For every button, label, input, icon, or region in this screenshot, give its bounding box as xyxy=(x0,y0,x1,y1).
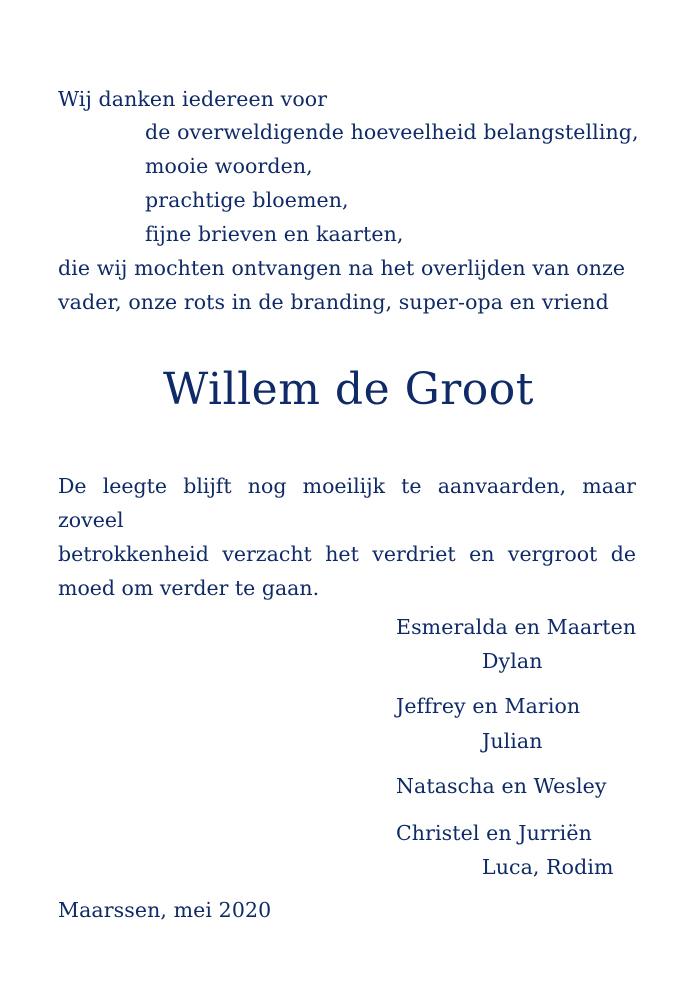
thanks-item: de overweldigende hoeveelheid belangstelling, xyxy=(145,120,639,144)
message-line: De leegte blijft nog moeilijk te aanvaarden, maar zoveel xyxy=(58,474,636,532)
place-date: Maarssen, mei 2020 xyxy=(58,898,272,922)
family-names: Jeffrey en Marion xyxy=(396,694,581,718)
intro-line: die wij mochten ontvangen na het overlijden van onze xyxy=(58,256,626,280)
family-names: Esmeralda en Maarten xyxy=(396,615,637,639)
thanks-item: prachtige bloemen, xyxy=(145,188,349,212)
message-line: moed om verder te gaan. xyxy=(58,576,320,600)
thanks-item: mooie woorden, xyxy=(145,154,313,178)
family-children: Julian xyxy=(482,729,543,753)
family-names: Christel en Jurriën xyxy=(396,821,592,845)
message-line: betrokkenheid verzacht het verdriet en vergroot de xyxy=(58,542,636,566)
intro-line: Wij danken iedereen voor xyxy=(58,87,328,111)
message-paragraph xyxy=(58,469,636,605)
family-names: Natascha en Wesley xyxy=(396,774,607,798)
deceased-name: Willem de Groot xyxy=(163,364,534,415)
intro-line: vader, onze rots in de branding, super-opa en vriend xyxy=(58,290,609,314)
family-children: Luca, Rodim xyxy=(482,855,614,879)
thanks-item: fijne brieven en kaarten, xyxy=(145,222,404,246)
family-children: Dylan xyxy=(482,649,543,673)
